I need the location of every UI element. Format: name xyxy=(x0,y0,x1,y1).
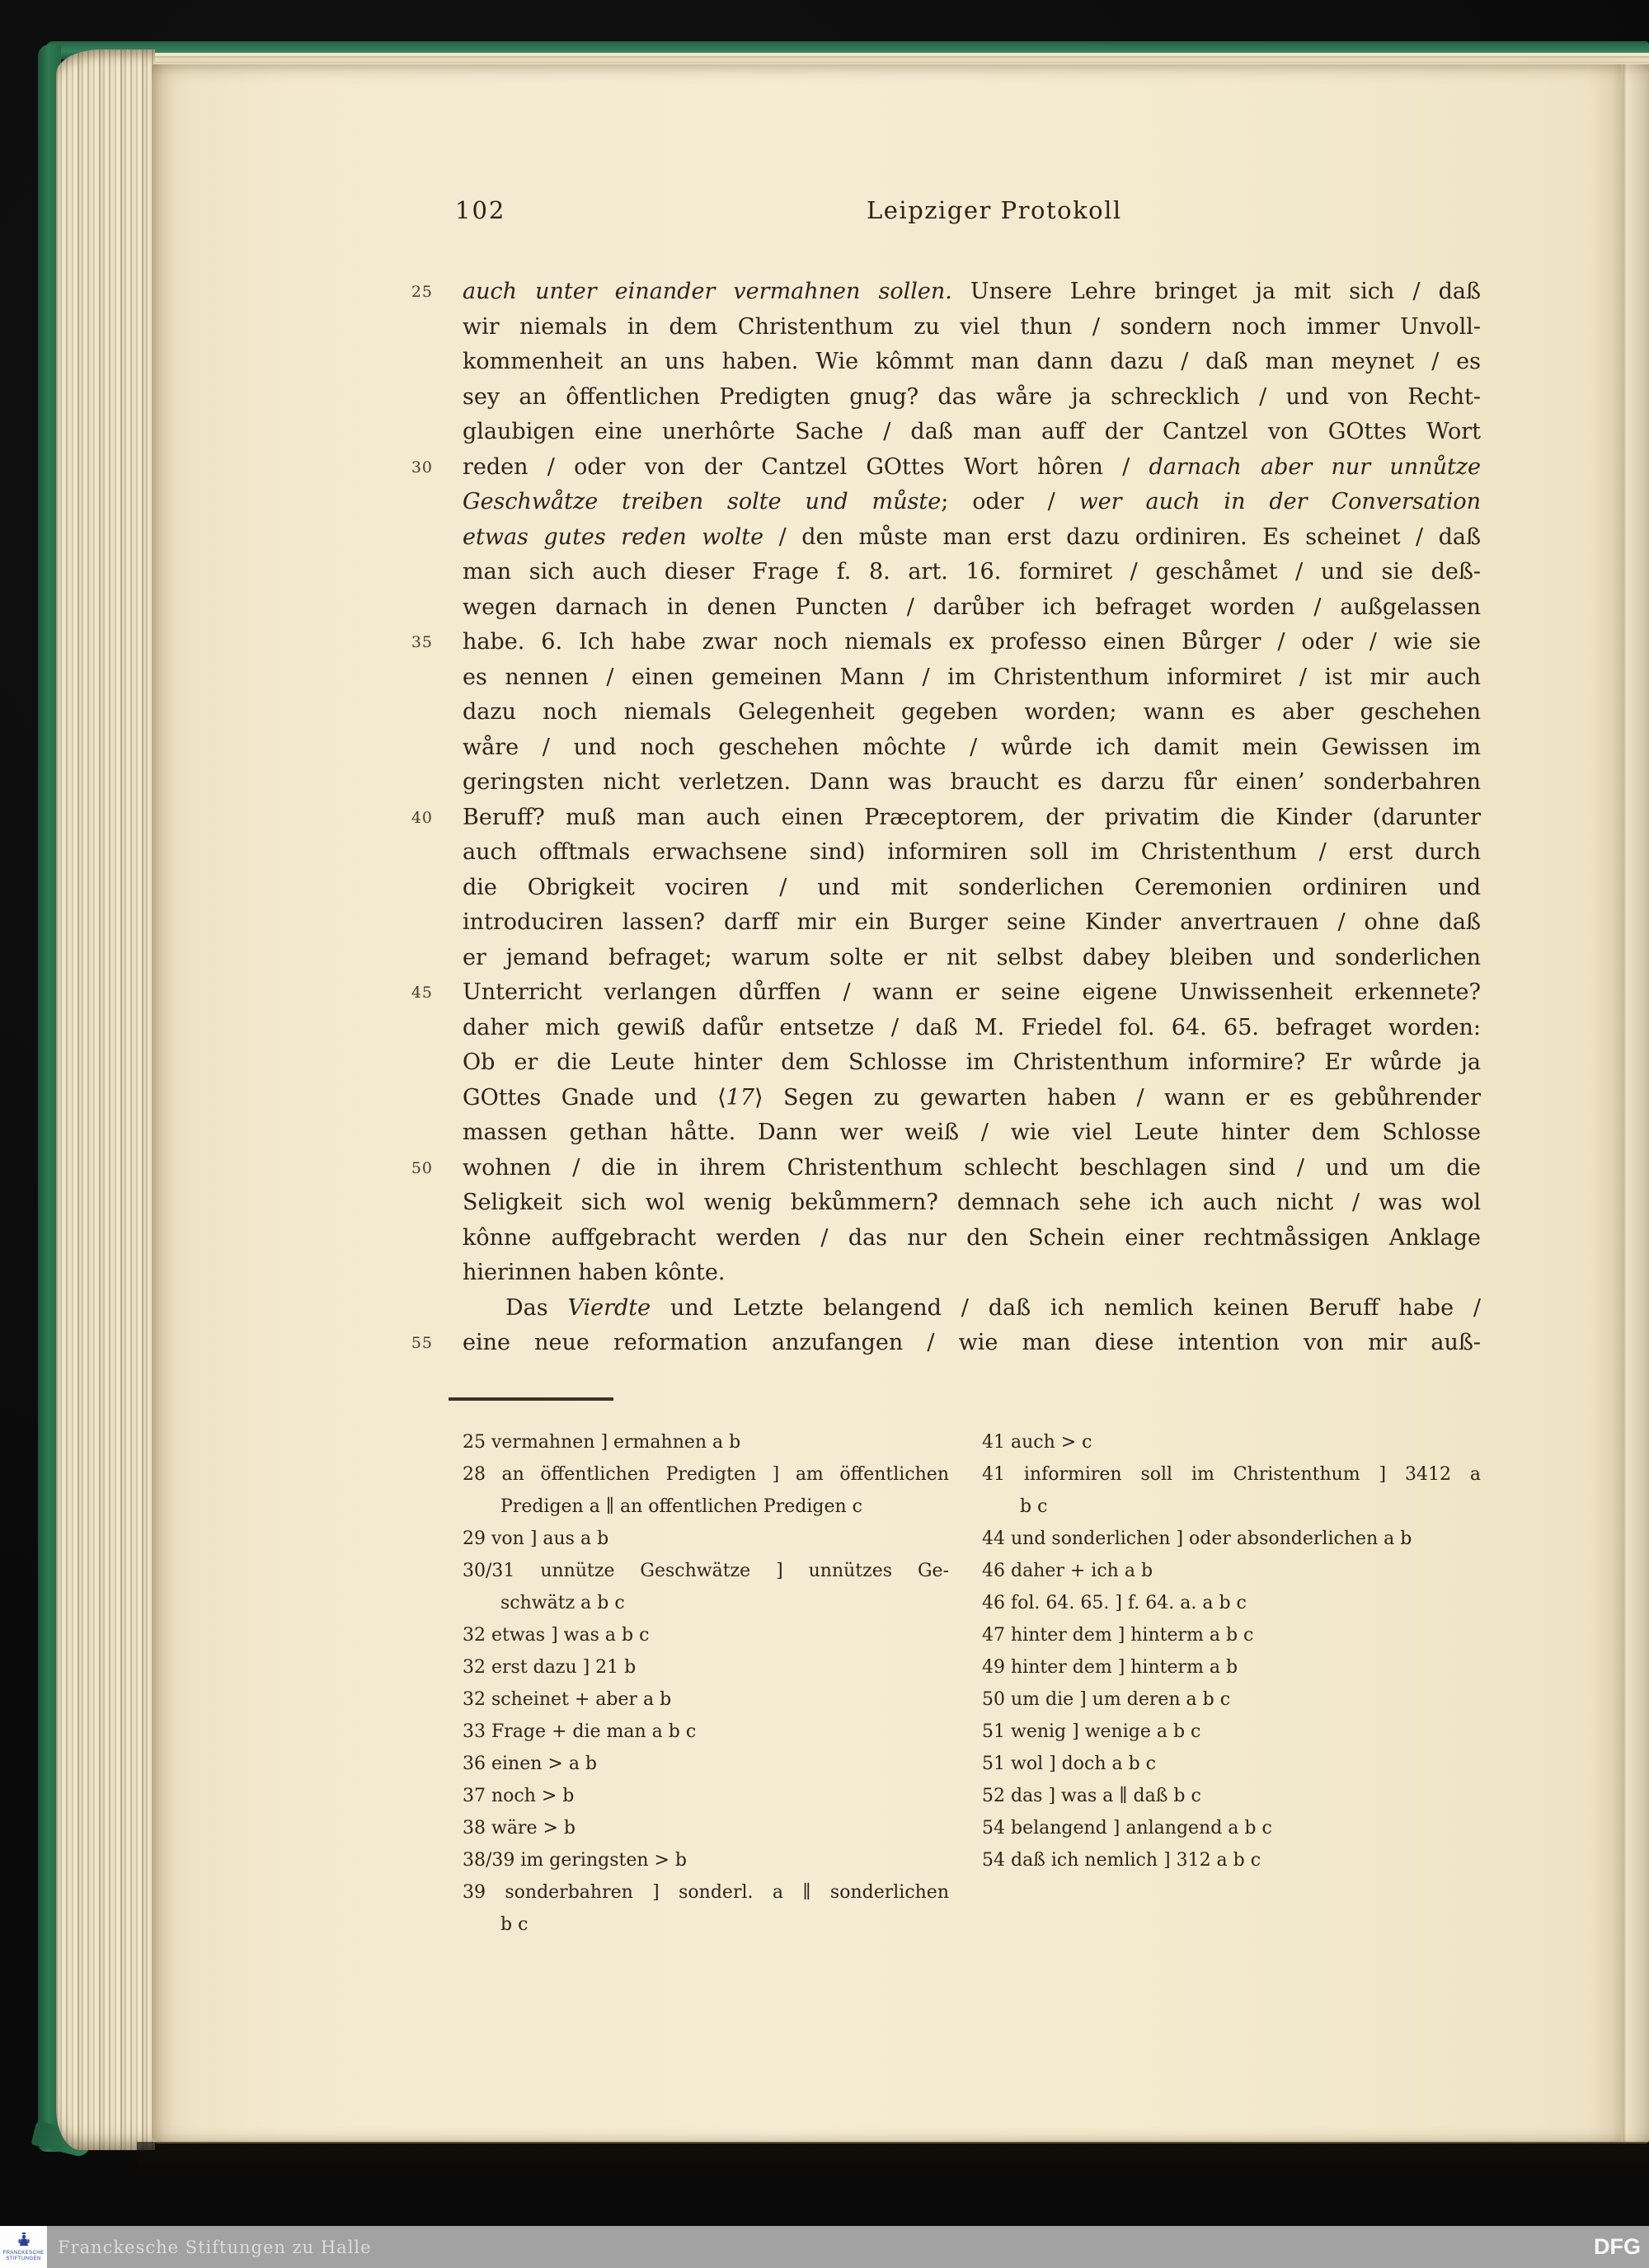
text-segment: / den můste man erst dazu ordiniren. Es scheinet / daß xyxy=(763,524,1481,550)
text-segment: sey an ôffentlichen Predigten gnug? das wåre ja schrecklich / und von Recht- xyxy=(463,383,1481,410)
margin-line-number: 40 xyxy=(411,808,433,827)
book-page xyxy=(152,64,1649,2144)
text-segment: kônne auffgebracht werden / das nur den Schein einer rechtmåssigen Anklage xyxy=(463,1224,1481,1251)
text-segment: ⟩ Segen zu gewarten haben / wann er es gebůhrender xyxy=(754,1084,1481,1111)
text-segment: Seligkeit sich wol wenig bekůmmern? demnach sehe ich auch nicht / was wol xyxy=(463,1190,1481,1215)
text-segment: man sich auch dieser Frage f. 8. art. 16. formiret / geschåmet / und sie deß- xyxy=(463,559,1481,585)
text-segment: GOttes Gnade und ⟨ xyxy=(463,1084,726,1111)
apparatus-line: 54 daß ich nemlich ] 312 a b c xyxy=(982,1850,1261,1871)
apparatus-left-column xyxy=(463,1426,949,1941)
apparatus-line: 32 erst dazu ] 21 b xyxy=(463,1657,637,1678)
text-line xyxy=(463,1081,1481,1116)
apparatus-line: 32 etwas ] was a b c xyxy=(463,1625,650,1646)
apparatus-line: 49 hinter dem ] hinterm a b xyxy=(982,1657,1238,1678)
margin-line-number: 50 xyxy=(411,1158,433,1177)
text-line xyxy=(463,1221,1481,1256)
text-segment: die Obrigkeit vociren / und mit sonderlichen Ceremonien ordiniren und xyxy=(463,874,1481,900)
apparatus-line: 32 scheinet + aber a b xyxy=(463,1689,672,1710)
text-line xyxy=(463,835,1481,871)
text-segment-italic: 17 xyxy=(726,1084,754,1111)
text-line xyxy=(463,660,1481,696)
text-segment: Beruff? muß man auch einen Præceptorem, der privatim die Kinder (darunter xyxy=(463,804,1481,830)
text-segment-italic: wer auch in der Conversation xyxy=(1078,489,1481,514)
text-line xyxy=(463,520,1481,556)
apparatus-line: 50 um die ] um deren a b c xyxy=(982,1689,1231,1710)
text-segment: wir niemals in dem Christenthum zu viel thun / sondern noch immer Unvoll- xyxy=(463,313,1481,340)
running-header-title: Leipziger Protokoll xyxy=(867,196,1122,224)
margin-line-number: 25 xyxy=(411,283,433,301)
text-line xyxy=(463,415,1481,450)
text-segment-italic: auch unter einander vermahnen sollen. xyxy=(463,279,952,304)
apparatus-separator-rule xyxy=(449,1397,613,1401)
text-segment: es nennen / einen gemeinen Mann / im Christenthum informiret / ist mir auch xyxy=(463,664,1481,690)
text-segment: reden / oder von der Cantzel GOttes Wort hôren / xyxy=(463,453,1149,480)
archive-logo-icon xyxy=(16,2232,32,2251)
text-segment: ; oder / xyxy=(941,489,1079,514)
apparatus-line: 41 auch > c xyxy=(982,1432,1092,1453)
text-segment: glaubigen eine unerhôrte Sache / daß man auff der Cantzel von GOttes Wort xyxy=(463,419,1481,444)
text-line xyxy=(463,765,1481,801)
text-line xyxy=(463,345,1481,380)
text-line xyxy=(463,941,1481,976)
text-segment-italic: Vierdte xyxy=(567,1294,651,1321)
text-line xyxy=(463,1011,1481,1046)
apparatus-right-column xyxy=(982,1426,1481,1876)
apparatus-line: 51 wol ] doch a b c xyxy=(982,1754,1156,1774)
text-segment: massen gethan håtte. Dann wer weiß / wie viel Leute hinter dem Schlosse xyxy=(463,1120,1481,1145)
text-line xyxy=(463,1115,1481,1151)
apparatus-line: Predigen a ∥ an offentlichen Predigen c xyxy=(500,1496,862,1517)
apparatus-line: 30/31 unnütze Geschwätze ] unnützes Ge- xyxy=(463,1561,949,1581)
apparatus-line: 29 von ] aus a b xyxy=(463,1528,609,1549)
text-line xyxy=(463,730,1481,766)
archive-logo-text-1: FRANCKESCHE xyxy=(2,2251,45,2256)
text-segment: introduciren lassen? darff mir ein Burger seine Kinder anvertrauen / ohne daß xyxy=(463,909,1481,935)
text-line xyxy=(411,975,1481,1011)
text-segment: und Letzte belangend / daß ich nemlich keinen Beruff habe / xyxy=(651,1294,1482,1321)
text-segment: wegen darnach in denen Puncten / darůber ich befraget worden / außgelassen xyxy=(463,594,1481,620)
apparatus-line: 33 Frage + die man a b c xyxy=(463,1721,697,1742)
apparatus-line: 47 hinter dem ] hinterm a b c xyxy=(982,1625,1254,1646)
text-segment-italic: darnach aber nur unnůtze xyxy=(1149,453,1482,480)
apparatus-line: 25 vermahnen ] ermahnen a b xyxy=(463,1432,741,1453)
text-line xyxy=(463,1045,1481,1081)
text-line xyxy=(463,310,1481,345)
margin-line-number: 35 xyxy=(411,633,433,651)
text-line xyxy=(411,450,1482,486)
text-segment: Ob er die Leute hinter dem Schlosse im Christenthum informire? Er wůrde ja xyxy=(463,1049,1481,1075)
text-line xyxy=(411,275,1481,310)
apparatus-line: 39 sonderbahren ] sonderl. a ∥ sonderlichen xyxy=(463,1882,949,1903)
text-line xyxy=(463,695,1481,730)
text-segment: dazu noch niemals Gelegenheit gegeben worden; wann es aber geschehen xyxy=(463,699,1481,725)
book-bottom-shadow xyxy=(137,2142,1649,2200)
text-segment: Das xyxy=(505,1294,568,1321)
apparatus-line: b c xyxy=(1020,1496,1048,1517)
margin-line-number: 55 xyxy=(411,1334,433,1352)
text-segment: wohnen / die in ihrem Christenthum schlecht beschlagen sind / und um die xyxy=(463,1154,1481,1181)
page-gutter-fold xyxy=(1590,64,1649,2142)
text-line xyxy=(463,590,1481,626)
apparatus-line: 52 das ] was a ∥ daß b c xyxy=(982,1786,1201,1806)
page-number: 102 xyxy=(455,196,506,224)
archive-logo xyxy=(0,2226,47,2268)
main-text xyxy=(411,275,1482,1361)
apparatus-line: 38 wäre > b xyxy=(463,1818,576,1838)
text-segment: Unsere Lehre bringet ja mit sich / daß xyxy=(951,279,1481,304)
text-segment: wåre / und noch geschehen môchte / wůrde ich damit mein Gewissen im xyxy=(463,734,1481,760)
text-segment: habe. 6. Ich habe zwar noch niemals ex professo einen Bůrger / oder / wie sie xyxy=(463,629,1481,655)
text-segment-italic: etwas gutes reden wolte xyxy=(463,524,764,550)
apparatus-line: 36 einen > a b xyxy=(463,1754,598,1774)
margin-line-number: 30 xyxy=(411,458,433,477)
text-line xyxy=(463,1291,1481,1327)
apparatus-line: 51 wenig ] wenige a b c xyxy=(982,1721,1201,1742)
apparatus-line: 54 belangend ] anlangend a b c xyxy=(982,1818,1272,1838)
margin-line-number: 45 xyxy=(411,984,433,1002)
text-line xyxy=(463,871,1481,906)
dfg-logo: DFG xyxy=(1594,2234,1641,2259)
text-line xyxy=(411,1151,1481,1186)
text-line xyxy=(411,801,1481,836)
text-line xyxy=(463,905,1481,941)
text-line xyxy=(463,380,1481,416)
text-segment: eine neue reformation anzufangen / wie man diese intention von mir auß- xyxy=(463,1330,1481,1355)
text-line xyxy=(411,625,1481,660)
text-line xyxy=(411,1326,1481,1361)
text-line xyxy=(463,555,1481,590)
text-segment: daher mich gewiß dafůr entsetze / daß M. Friedel fol. 64. 65. befraget worden: xyxy=(463,1014,1481,1040)
book xyxy=(38,41,1649,2152)
apparatus-line: b c xyxy=(500,1914,529,1935)
apparatus-line: 44 und sonderlichen ] oder absonderlichen a b xyxy=(982,1528,1412,1549)
apparatus-line: schwätz a b c xyxy=(500,1593,625,1613)
apparatus-line: 28 an öffentlichen Predigten ] am öffentlichen xyxy=(463,1464,949,1485)
text-segment: geringsten nicht verletzen. Dann was braucht es darzu fůr einen’ sonderbahren xyxy=(463,769,1481,795)
archive-name: Franckesche Stiftungen zu Halle xyxy=(58,2237,372,2257)
text-segment: auch offtmals erwachsene sind) informiren soll im Christenthum / erst durch xyxy=(463,839,1481,865)
footer-bar xyxy=(0,2226,1649,2268)
text-segment: er jemand befraget; warum solte er nit selbst dabey bleiben und sonderlichen xyxy=(463,944,1481,970)
apparatus-line: 38/39 im geringsten > b xyxy=(463,1850,688,1871)
text-line xyxy=(463,1256,1481,1291)
text-segment: kommenheit an uns haben. Wie kômmt man dann dazu / daß man meynet / es xyxy=(463,349,1481,374)
text-segment: hierinnen haben kônte. xyxy=(463,1260,726,1285)
apparatus-line: 46 fol. 64. 65. ] f. 64. a. a b c xyxy=(982,1593,1247,1613)
text-segment: Unterricht verlangen důrffen / wann er seine eigene Unwissenheit erkennete? xyxy=(463,979,1481,1005)
apparatus-line: 46 daher + ich a b xyxy=(982,1561,1153,1581)
text-line xyxy=(463,485,1481,520)
text-line xyxy=(463,1186,1481,1221)
apparatus-line: 37 noch > b xyxy=(463,1786,575,1806)
page-edge-stack xyxy=(56,49,155,2150)
apparatus-line: 41 informiren soll im Christenthum ] 3412 a xyxy=(982,1464,1481,1485)
text-segment-italic: Geschwåtze treiben solte und můste xyxy=(463,489,942,514)
archive-logo-text-2: STIFTUNGEN xyxy=(6,2256,41,2261)
